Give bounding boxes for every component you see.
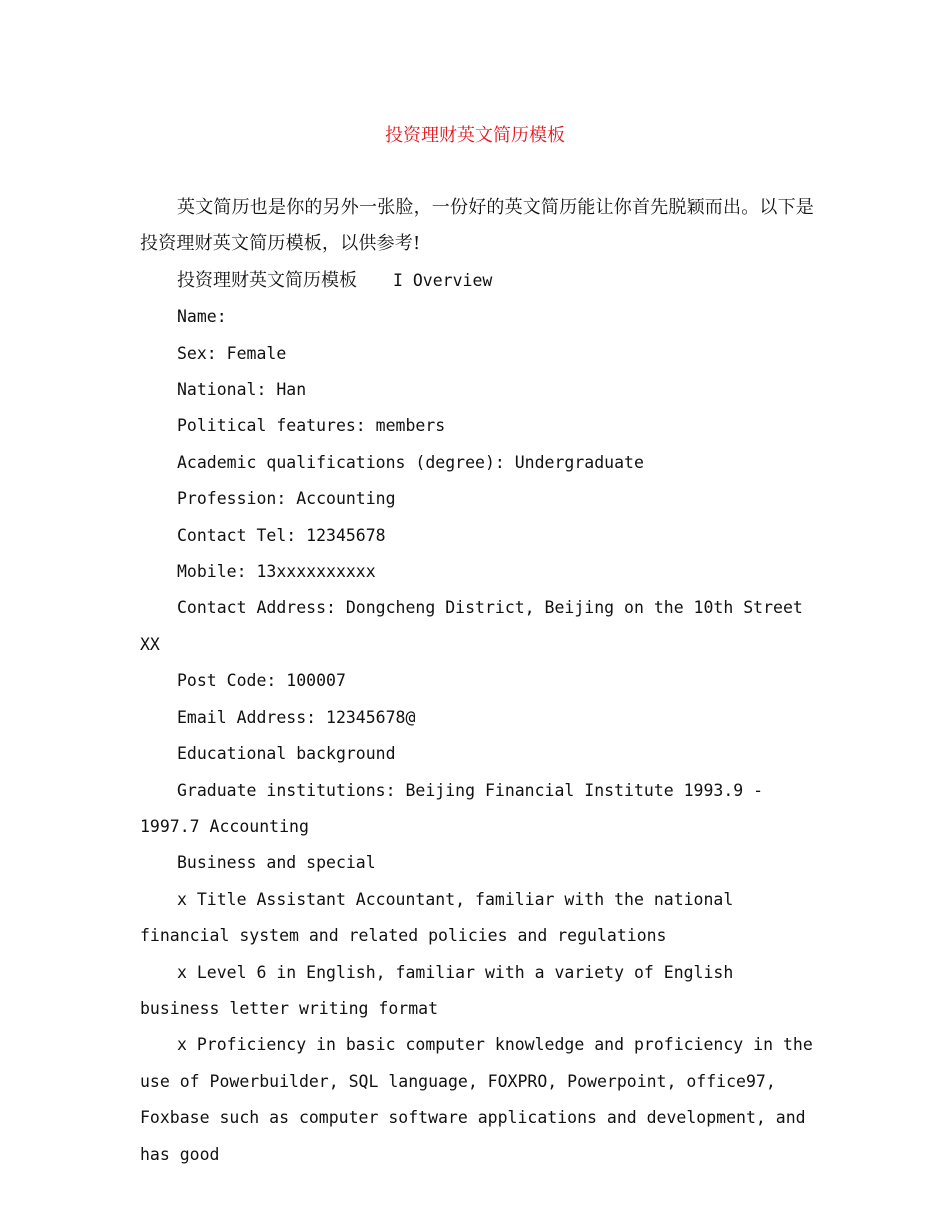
section-heading: 投资理财英文简历模板 xyxy=(177,269,357,291)
contact-address-line: Contact Address: Dongcheng District, Beijing on the 10th Street XX xyxy=(140,598,803,654)
mobile-line: Mobile: 13xxxxxxxxxx xyxy=(177,562,376,582)
intro-paragraph: 英文简历也是你的另外一张脸，一份好的英文简历能让你首先脱颖而出。以下是投资理财英文简历模板，以供参考! xyxy=(140,197,814,255)
email-address-line: Email Address: 12345678@ xyxy=(177,707,416,727)
post-code-line: Post Code: 100007 xyxy=(177,671,346,691)
list-item: x Level 6 in English, familiar with a variety of English business letter writing format xyxy=(140,962,734,1018)
contact-tel-line: Contact Tel: 12345678 xyxy=(177,525,386,545)
business-and-special-heading: Business and special xyxy=(177,853,376,873)
academic-qualifications-line: Academic qualifications (degree): Undergraduate xyxy=(177,452,644,472)
educational-background-heading: Educational background xyxy=(177,744,396,764)
graduate-institutions-line: Graduate institutions: Beijing Financial Institute 1993.9 - 1997.7 Accounting xyxy=(140,780,764,836)
document-title: 投资理财英文简历模板 xyxy=(385,125,565,146)
list-item: x Proficiency in basic computer knowledge and proficiency in the use of Powerbuilder, SQL language, FOXPRO, Powerpoint, office97, Foxbase such as computer software applications and development, and has good xyxy=(140,1035,813,1164)
national-line: National: Han xyxy=(177,380,307,400)
overview-label: I Overview xyxy=(393,270,493,290)
document-body xyxy=(140,190,820,1173)
name-line: Name: xyxy=(177,307,227,327)
section-heading-line xyxy=(140,263,820,299)
profession-line: Profession: Accounting xyxy=(177,489,396,509)
list-item: x Title Assistant Accountant, familiar with the national financial system and related policies and regulations xyxy=(140,889,734,946)
political-features-line: Political features: members xyxy=(177,416,446,436)
sex-line: Sex: Female xyxy=(177,343,287,363)
